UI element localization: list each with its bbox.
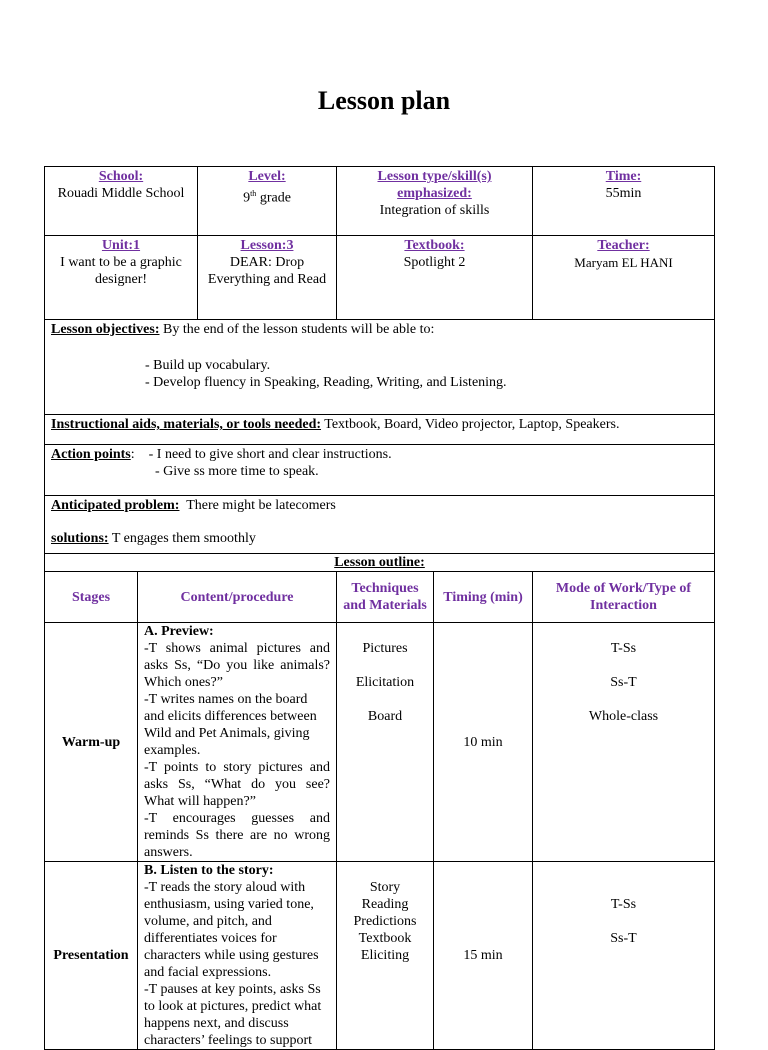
level-suffix: grade [256, 190, 291, 206]
page-title: Lesson plan [317, 86, 451, 115]
teacher-value: Maryam EL HANI [574, 255, 673, 270]
solutions-label: solutions: [51, 531, 109, 546]
problem-row [45, 496, 715, 554]
textbook-cell [337, 236, 533, 320]
timing-cell: 10 min [434, 623, 533, 862]
stages-header: Stages [45, 572, 138, 623]
timing-cell: 15 min [434, 862, 533, 1050]
school-cell [45, 167, 198, 236]
school-value: Rouadi Middle School [57, 186, 185, 201]
action-point-item: - Give ss more time to speak. [155, 464, 319, 479]
level-number: 9 [243, 190, 251, 206]
school-label: School: [98, 169, 144, 184]
technique-item: Story [369, 880, 401, 895]
content-heading: A. Preview: [144, 624, 214, 639]
lesson-label: Lesson:3 [240, 238, 294, 253]
technique-item: Eliciting [360, 948, 410, 963]
aids-cell [45, 415, 715, 445]
aids-row [45, 415, 715, 445]
action-points-row [45, 445, 715, 496]
textbook-label: Textbook: [404, 238, 465, 253]
technique-item: Reading [361, 897, 409, 912]
content-line: -T encourages guesses and reminds Ss there are no wrong answers. [144, 811, 330, 860]
problem-label: Anticipated problem: [51, 498, 180, 513]
lesson-plan-table [44, 166, 715, 1050]
objective-item: - Develop fluency in Speaking, Reading, Writing, and Listening. [145, 375, 507, 390]
problem-value: There might be latecomers [186, 498, 336, 513]
timing-header: Timing (min) [434, 572, 533, 623]
mode-item: Ss-T [610, 675, 637, 690]
aids-value: Textbook, Board, Video projector, Laptop, Speakers. [324, 417, 620, 432]
content-cell [138, 623, 337, 862]
solutions-value: T engages them smoothly [111, 531, 256, 546]
technique-item: Pictures [362, 641, 408, 656]
content-cell [138, 862, 337, 1050]
outline-label-cell [45, 554, 715, 572]
technique-item: Board [367, 709, 403, 724]
content-line: -T shows animal pictures and asks Ss, “Do you like animals? Which ones?” [144, 641, 330, 690]
stage-cell: Presentation [45, 862, 138, 1050]
time-value: 55min [605, 186, 642, 201]
objectives-label: Lesson objectives: [51, 322, 160, 337]
info-row-1 [45, 167, 715, 236]
problem-cell [45, 496, 715, 554]
outline-row-presentation [45, 862, 715, 1050]
content-line: -T writes names on the board and elicits differences between Wild and Pet Animals, giving examples. [144, 692, 317, 758]
content-heading: B. Listen to the story: [144, 863, 274, 878]
technique-item: Elicitation [355, 675, 415, 690]
lesson-type-value: Integration of skills [379, 203, 490, 218]
technique-item: Predictions [353, 914, 417, 929]
lesson-type-cell [337, 167, 533, 236]
content-line: -T points to story pictures and asks Ss, “What do you see? What will happen?” [144, 760, 330, 809]
outline-header-row [45, 572, 715, 623]
objective-item: - Build up vocabulary. [145, 358, 271, 373]
mode-cell [533, 623, 715, 862]
teacher-cell [533, 236, 715, 320]
mode-cell [533, 862, 715, 1050]
outline-label: Lesson outline: [334, 555, 425, 570]
mode-header: Mode of Work/Type of Interaction [533, 572, 715, 623]
action-points-cell [45, 445, 715, 496]
level-cell [198, 167, 337, 236]
level-label: Level: [248, 169, 286, 184]
info-row-2 [45, 236, 715, 320]
objectives-row [45, 320, 715, 415]
level-value [204, 185, 330, 207]
lesson-cell [198, 236, 337, 320]
objectives-intro: By the end of the lesson students will be able to: [163, 322, 435, 337]
techniques-cell [337, 862, 434, 1050]
time-cell [533, 167, 715, 236]
outline-label-row [45, 554, 715, 572]
mode-item: Ss-T [610, 931, 637, 946]
techniques-header: Techniques and Materials [337, 572, 434, 623]
time-label: Time: [605, 169, 642, 184]
lesson-value: DEAR: Drop Everything and Read [207, 255, 327, 287]
techniques-cell [337, 623, 434, 862]
teacher-label: Teacher: [597, 238, 650, 253]
objectives-cell [45, 320, 715, 415]
stage-cell: Warm-up [45, 623, 138, 862]
technique-item: Textbook [358, 931, 412, 946]
content-header: Content/procedure [138, 572, 337, 623]
lesson-type-label: Lesson type/skill(s) emphasized: [377, 169, 492, 201]
level-superscript: th [250, 189, 257, 198]
mode-item: T-Ss [610, 641, 637, 656]
textbook-value: Spotlight 2 [403, 255, 466, 270]
unit-value: I want to be a graphic designer! [60, 255, 182, 287]
action-points-colon: : [130, 447, 135, 462]
action-point-item: - I need to give short and clear instructions. [148, 447, 392, 462]
aids-label: Instructional aids, materials, or tools needed: [51, 417, 322, 432]
content-line: -T reads the story aloud with enthusiasm, using varied tone, volume, and pitch, and differentiates voices for characters while using gestures and facial expressions. [144, 880, 319, 980]
mode-item: T-Ss [610, 897, 637, 912]
mode-item: Whole-class [588, 709, 659, 724]
action-points-label: Action points [51, 447, 131, 462]
content-line: -T pauses at key points, asks Ss to look at pictures, predict what happens next, and discuss characters’ feelings to support [144, 982, 322, 1048]
outline-row-warmup [45, 623, 715, 862]
unit-label: Unit:1 [101, 238, 141, 253]
unit-cell [45, 236, 198, 320]
